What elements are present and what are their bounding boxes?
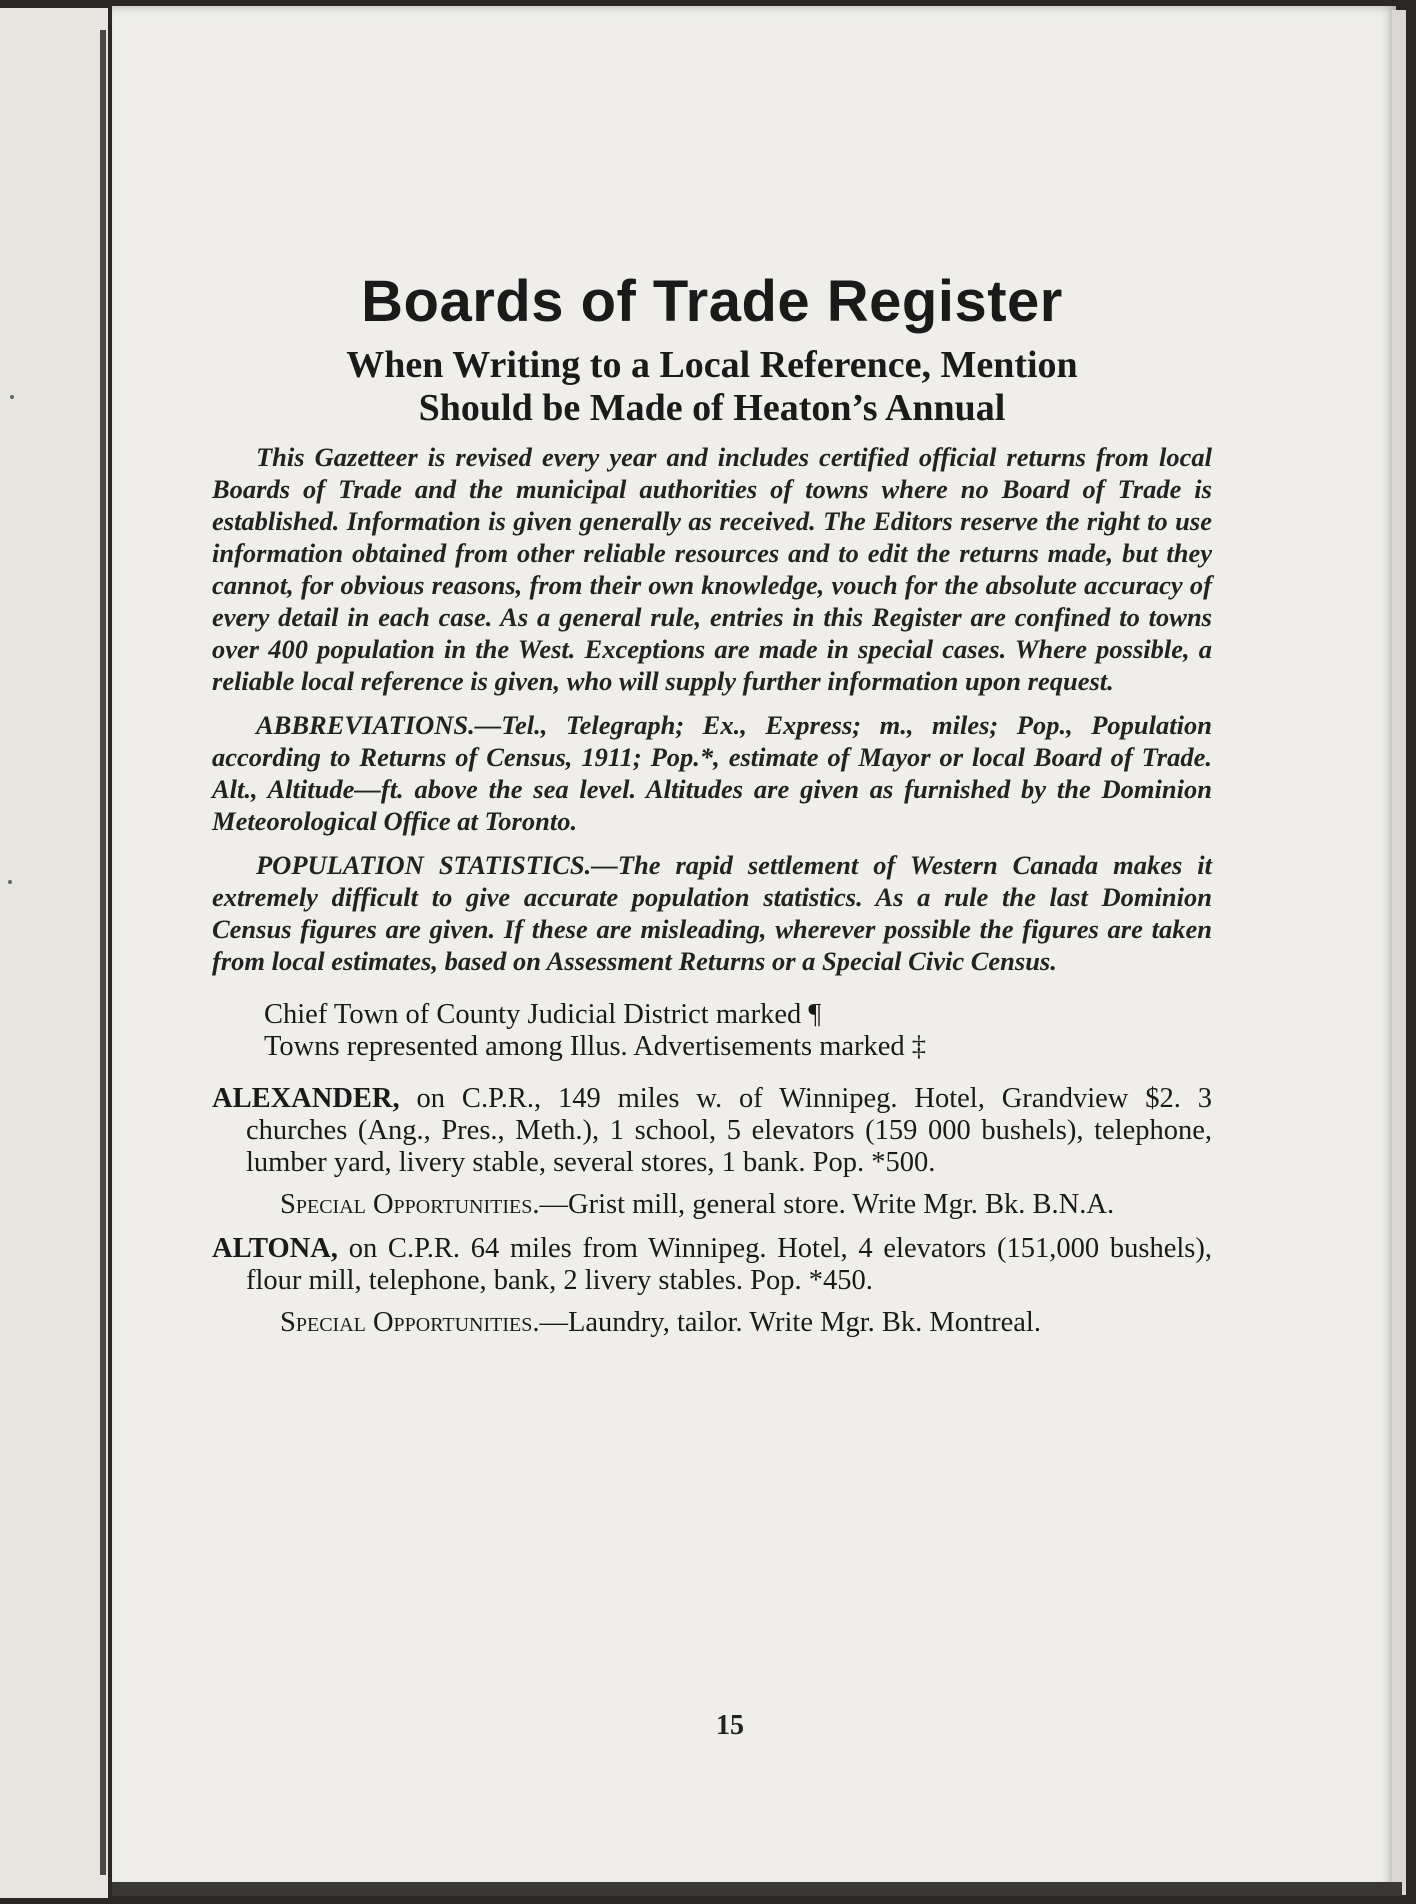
advertisements-marker-note: Towns represented among Illus. Advertisements marked ‡ [264, 1031, 927, 1063]
population-statistics-paragraph: POPULATION STATISTICS.—The rapid settlement of Western Canada makes it extremely difficult to give accurate population statistics. As a rule the last Dominion Census figures are given. If these are misleading, wherever possible the figures are taken from local estimates, based on Assessment Returns or a Special Civic Census. [212, 850, 1212, 977]
book-spine [100, 30, 106, 1875]
entry-town-name: ALEXANDER, [212, 1083, 400, 1115]
entry-description: on C.P.R., 149 miles w. of Winnipeg. Hotel, Grandview $2. 3 churches (Ang., Pres., Meth.), 1 school, 5 elevators (159 000 bushels), telephone, lumber yard, livery stable, several stores, 1 bank. Pop. *500. [246, 1083, 1212, 1179]
dust-speck [8, 880, 12, 884]
entry-town-name: ALTONA, [212, 1233, 338, 1265]
opportunities-label: Special Opportunities. [280, 1307, 540, 1339]
entry-opportunities [212, 1189, 1212, 1221]
intro-paragraph: This Gazetteer is revised every year and includes certified official returns from local Boards of Trade and the municipal authorities of towns where no Board of Trade is established. Information is given generally as received. The Editors reserve the right to use information obtained from other reliable resources and to edit the returns made, but they cannot, for obvious reasons, from their own knowledge, vouch for the absolute accuracy of every detail in each case. As a general rule, entries in this Register are confined to towns over 400 population in the West. Exceptions are made in special cases. Where possible, a reliable local reference is given, who will supply further information upon request. [212, 442, 1212, 697]
page-content [212, 270, 1212, 1351]
page-title: Boards of Trade Register [361, 269, 1063, 334]
entry-text [212, 1233, 1212, 1297]
subtitle-line-2: Should be Made of Heaton’s Annual [418, 387, 1006, 430]
subtitle-line-1: When Writing to a Local Reference, Mention [346, 343, 1078, 386]
bottom-page-edge [112, 1882, 1402, 1896]
register-entry-altona [212, 1233, 1212, 1339]
opportunities-text: —Grist mill, general store. Write Mgr. Bk. B.N.A. [539, 1189, 1115, 1221]
legend-markers [212, 999, 1212, 1063]
chief-town-marker-note: Chief Town of County Judicial District marked ¶ [264, 999, 822, 1031]
entry-opportunities [212, 1307, 1212, 1339]
entry-description: on C.P.R. 64 miles from Winnipeg. Hotel, 4 elevators (151,000 bushels), flour mill, telephone, bank, 2 livery stables. Pop. *450. [246, 1233, 1212, 1297]
left-page-edge [0, 8, 108, 1898]
entry-text [212, 1083, 1212, 1179]
right-page-edge [1392, 10, 1406, 1895]
opportunities-label: Special Opportunities. [280, 1189, 540, 1221]
abbreviations-paragraph: ABBREVIATIONS.—Tel., Telegraph; Ex., Express; m., miles; Pop., Population according to Returns of Census, 1911; Pop.*, estimate of Mayor or local Board of Trade. Alt., Altitude—ft. above the sea level. Altitudes are given as furnished by the Dominion Meteorological Office at Toronto. [212, 710, 1212, 837]
register-entry-alexander [212, 1083, 1212, 1221]
opportunities-text: —Laundry, tailor. Write Mgr. Bk. Montreal. [539, 1307, 1041, 1339]
page-number: 15 [716, 1710, 744, 1741]
dust-speck [10, 395, 14, 399]
page-subtitle [212, 344, 1212, 431]
